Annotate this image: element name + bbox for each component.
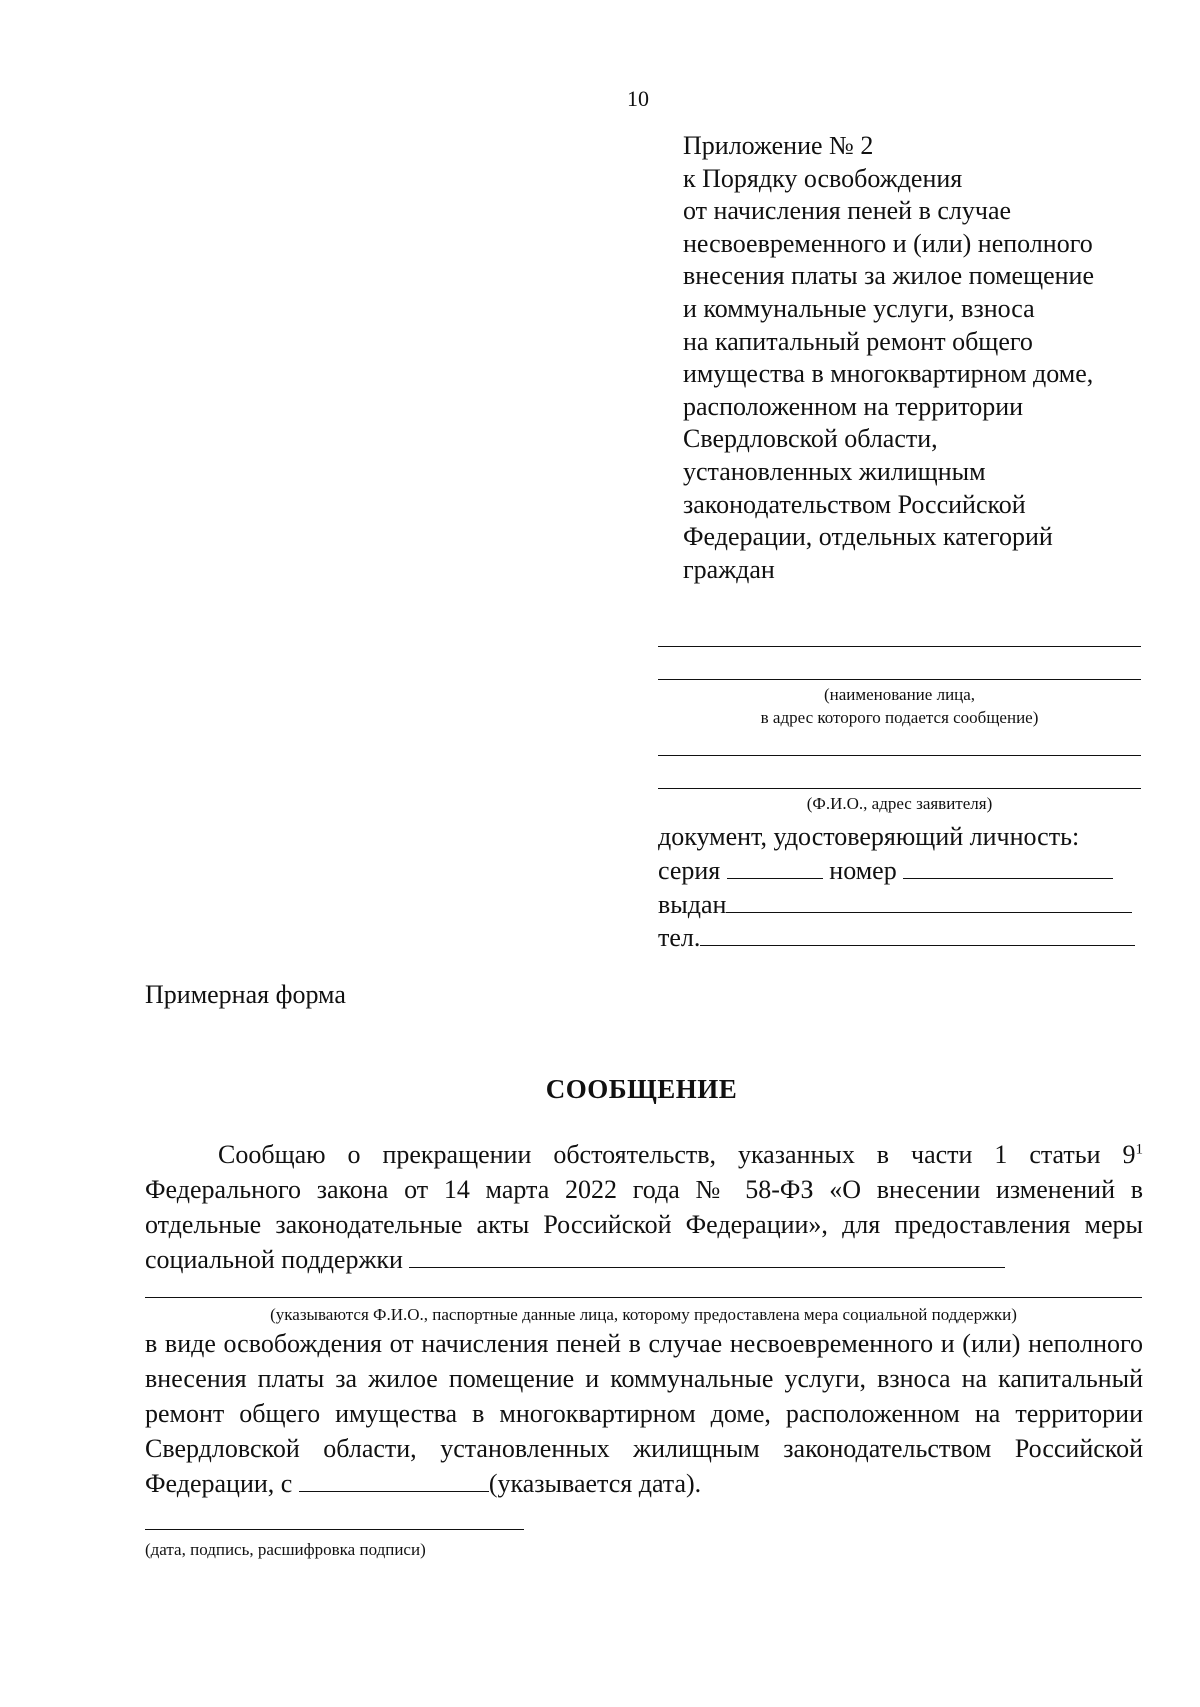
series-field[interactable]: [727, 854, 823, 879]
article-superscript: 1: [1135, 1141, 1143, 1158]
issued-label: выдан: [658, 890, 727, 919]
recipient-caption-line-1: (наименование лица,: [823, 685, 976, 704]
appendix-line: законодательством Российской: [683, 489, 1026, 519]
applicant-caption: (Ф.И.О., адрес заявителя): [806, 794, 993, 813]
body-paragraph-1: [145, 1137, 1143, 1277]
appendix-line: несвоевременного и (или) неполного: [683, 228, 1093, 258]
appendix-line: граждан: [683, 554, 775, 584]
appendix-line: Приложение № 2: [683, 131, 874, 160]
phone-row: [658, 921, 1135, 954]
appendix-line: Свердловской области,: [683, 424, 938, 454]
series-label: серия: [658, 856, 721, 885]
appendix-header: [683, 130, 1094, 586]
number-label: номер: [829, 856, 897, 885]
recipient-caption: [658, 683, 1141, 729]
appendix-line: Федерации, отдельных категорий: [683, 522, 1053, 552]
appendix-line: имущества в многоквартирном доме,: [683, 359, 1094, 389]
recipient-line-1: [658, 646, 1141, 647]
phone-label: тел.: [658, 923, 701, 952]
date-field[interactable]: [299, 1469, 489, 1492]
phone-field[interactable]: [700, 921, 1135, 946]
issued-row: [658, 888, 1132, 921]
form-type-label: Примерная форма: [145, 980, 346, 1009]
id-document-label: документ, удостоверяющий личность:: [658, 822, 1080, 851]
recipient-line-2: [658, 679, 1141, 680]
body-paragraph-2: [145, 1326, 1143, 1501]
body-paragraph-1-text-b: Федерального закона от 14 марта 2022 года № 58-ФЗ «О внесении изменений в отдельные законодательные акты Российской Федерации», для предоставления меры социальной поддержки: [145, 1175, 1143, 1274]
body-paragraph-1-text-a: Сообщаю о прекращении обстоятельств, указанных в части 1 статьи 9: [218, 1140, 1136, 1169]
document-title: СООБЩЕНИЕ: [545, 1074, 738, 1104]
applicant-line-1: [658, 755, 1141, 756]
signature-line: [145, 1529, 524, 1530]
appendix-line: на капитальный ремонт общего: [683, 326, 1033, 356]
appendix-line: внесения платы за жилое помещение: [683, 261, 1095, 291]
body-paragraph-2-text: в виде освобождения от начисления пеней в случае несвоевременного и (или) неполного внесения платы за жилое помещение и коммунальные услуги, взноса на капитальный ремонт общего имущества в многоквартирном доме, расположенном на территории Свердловской области, установленных жилищным законодательством Российской Федерации, с: [145, 1329, 1143, 1498]
signature-caption: (дата, подпись, расшифровка подписи): [145, 1540, 426, 1559]
beneficiary-field[interactable]: [409, 1245, 1005, 1268]
appendix-line: и коммунальные услуги, взноса: [683, 293, 1035, 323]
applicant-line-2: [658, 788, 1141, 789]
recipient-caption-line-2: в адрес которого подается сообщение): [760, 708, 1039, 727]
appendix-line: расположенном на территории: [683, 391, 1024, 421]
number-field[interactable]: [903, 854, 1113, 879]
date-hint: (указывается дата).: [488, 1469, 702, 1498]
issued-field[interactable]: [726, 888, 1132, 913]
series-number-row: [658, 854, 1113, 887]
beneficiary-caption: (указываются Ф.И.О., паспортные данные лица, которому предоставлена мера социальной поддержки): [270, 1305, 1017, 1324]
appendix-line: установленных жилищным: [683, 456, 986, 486]
page-number: 10: [627, 86, 649, 111]
beneficiary-line-2: [145, 1297, 1142, 1298]
appendix-line: от начисления пеней в случае: [683, 196, 1012, 226]
appendix-line: к Порядку освобождения: [683, 163, 963, 193]
